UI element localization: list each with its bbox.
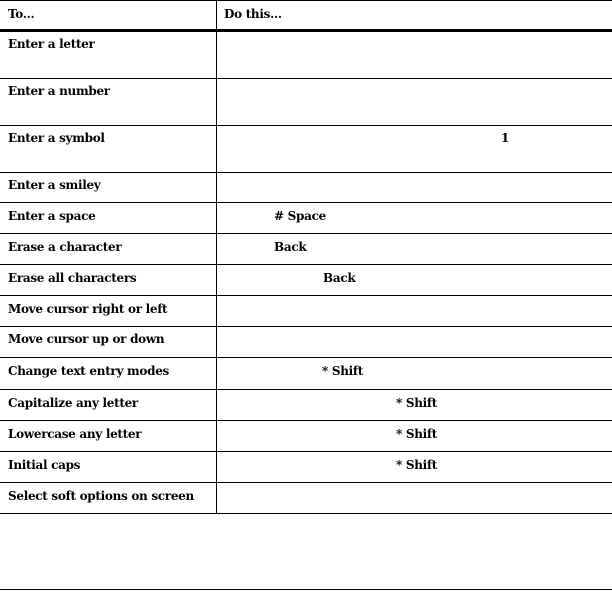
table-row: [0, 234, 612, 264]
table-row: [0, 327, 612, 357]
header-col-to: To...: [8, 7, 35, 21]
table-row: [0, 32, 612, 78]
row-action: Select soft options on screen: [8, 489, 194, 503]
table-row: [0, 79, 612, 125]
table-row: [0, 421, 612, 451]
table-row: [0, 126, 612, 172]
row-action: Move cursor right or left: [8, 302, 168, 316]
row-action: Enter a symbol: [8, 131, 105, 145]
table-row: [0, 203, 612, 233]
row-action: Move cursor up or down: [8, 332, 165, 346]
table-row: [0, 173, 612, 202]
row-instruction: * Shift: [396, 427, 438, 441]
table-row: [0, 296, 612, 326]
table-row: [0, 265, 612, 295]
row-instruction: Back: [323, 271, 356, 285]
table-row: [0, 358, 612, 389]
row-action: Change text entry modes: [8, 364, 169, 378]
row-instruction: * Shift: [396, 396, 438, 410]
row-action: Enter a number: [8, 84, 110, 98]
row-instruction: # Space: [274, 209, 326, 223]
table-row: [0, 452, 612, 482]
row-instruction: * Shift: [322, 364, 364, 378]
row-action: Initial caps: [8, 458, 81, 472]
row-action: Enter a smiley: [8, 178, 101, 192]
table-header: [0, 1, 612, 29]
table-row: [0, 390, 612, 420]
row-instruction: 1: [501, 131, 510, 145]
row-action: Lowercase any letter: [8, 427, 142, 441]
header-col-do-this: Do this...: [224, 7, 282, 21]
row-action: Erase a character: [8, 240, 122, 254]
row-instruction: * Shift: [396, 458, 438, 472]
table-row: [0, 483, 612, 513]
table-bottom-rule: [0, 513, 612, 514]
row-action: Capitalize any letter: [8, 396, 138, 410]
row-instruction: Back: [274, 240, 307, 254]
page-bottom-rule: [0, 589, 612, 590]
row-action: Enter a space: [8, 209, 96, 223]
row-action: Erase all characters: [8, 271, 137, 285]
row-action: Enter a letter: [8, 37, 95, 51]
